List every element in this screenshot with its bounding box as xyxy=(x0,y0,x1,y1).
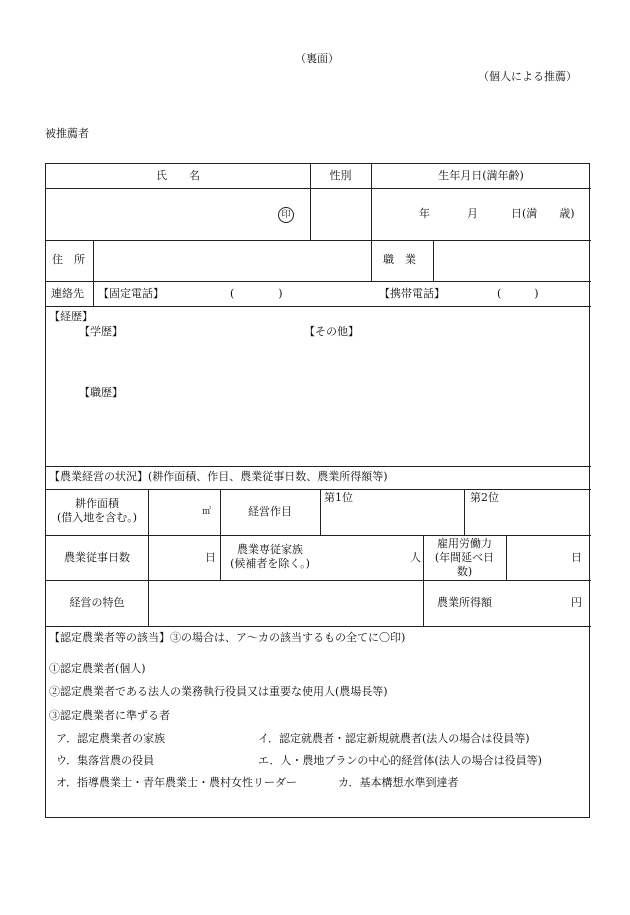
option-a: ア．認定農業者の家族 xyxy=(56,732,166,745)
seal-icon: 印 xyxy=(278,207,294,223)
occupation-label: 職 業 xyxy=(383,253,416,266)
certified-title: 【認定農業者等の該当】③の場合は、ア～カの該当するもの全てに〇印) xyxy=(49,631,406,644)
area-label-line2: (借入地を含む。) xyxy=(56,511,138,524)
hired-label-line1: 雇用労働力 xyxy=(437,537,492,550)
landline-paren: ( ) xyxy=(230,287,283,300)
year-unit: 年 xyxy=(419,207,430,220)
landline-label: 【固定電話】 xyxy=(98,287,164,300)
month-unit: 月 xyxy=(467,207,478,220)
day-age-unit: 日(満 歳) xyxy=(511,207,575,220)
farming-days-unit: 日 xyxy=(205,551,216,564)
farm-income-label: 農業所得額 xyxy=(437,596,492,609)
recommendation-type: （個人による推薦） xyxy=(478,70,577,83)
page-side-label: （裏面） xyxy=(295,52,339,65)
family-unit: 人 xyxy=(410,551,421,564)
certified-item-3: ③認定農業者に準ずる者 xyxy=(49,709,170,722)
education-label: 【学歴】 xyxy=(79,325,123,338)
contact-label: 連絡先 xyxy=(51,287,84,300)
nominee-form xyxy=(45,163,590,818)
hired-label-line3: 数) xyxy=(456,565,473,578)
sex-header: 性別 xyxy=(329,169,352,182)
option-o: オ．指導農業士・青年農業士・農村女性リーダー xyxy=(56,776,298,789)
seal-mark xyxy=(278,207,294,223)
crop-rank-1: 第1位 xyxy=(324,491,353,504)
dob-header: 生年月日(満年齢) xyxy=(438,169,524,182)
other-label: 【その他】 xyxy=(304,325,359,338)
area-unit: ㎡ xyxy=(202,507,212,517)
work-history-label: 【職歴】 xyxy=(79,386,123,399)
mobile-label: 【携帯電話】 xyxy=(379,287,445,300)
management-feature-label: 経営の特色 xyxy=(69,596,125,609)
option-ka: カ．基本構想水準到達者 xyxy=(338,776,459,789)
hired-unit: 日 xyxy=(571,551,582,564)
option-e: エ．人・農地プランの中心的経営体(法人の場合は役員等) xyxy=(258,754,542,767)
career-title: 【経歴】 xyxy=(49,310,93,323)
address-label: 住 所 xyxy=(52,253,85,266)
certified-item-1: ①認定農業者(個人) xyxy=(49,662,146,675)
option-u: ウ．集落営農の役員 xyxy=(56,754,155,767)
name-header: 氏 名 xyxy=(156,169,200,182)
crop-label: 経営作目 xyxy=(248,505,292,518)
hired-label-line2: (年間延べ日 xyxy=(434,551,495,564)
nominee-section-label: 被推薦者 xyxy=(45,127,89,140)
family-label-line2: (候補者を除く。) xyxy=(230,557,310,570)
crop-rank-2: 第2位 xyxy=(470,491,499,504)
certified-item-2: ②認定農業者である法人の業務執行役員又は重要な使用人(農場長等) xyxy=(49,685,388,698)
mobile-paren: ( ) xyxy=(497,287,539,300)
farm-income-unit: 円 xyxy=(571,596,582,609)
farm-status-title: 【農業経営の状況】(耕作面積、作目、農業従事日数、農業所得額等) xyxy=(49,470,388,483)
farming-days-label: 農業従事日数 xyxy=(64,551,130,564)
option-i: イ．認定就農者・認定新規就農者(法人の場合は役員等) xyxy=(258,732,530,745)
area-label-line1: 耕作面積 xyxy=(75,497,119,510)
family-label-line1: 農業専従家族 xyxy=(237,543,303,556)
